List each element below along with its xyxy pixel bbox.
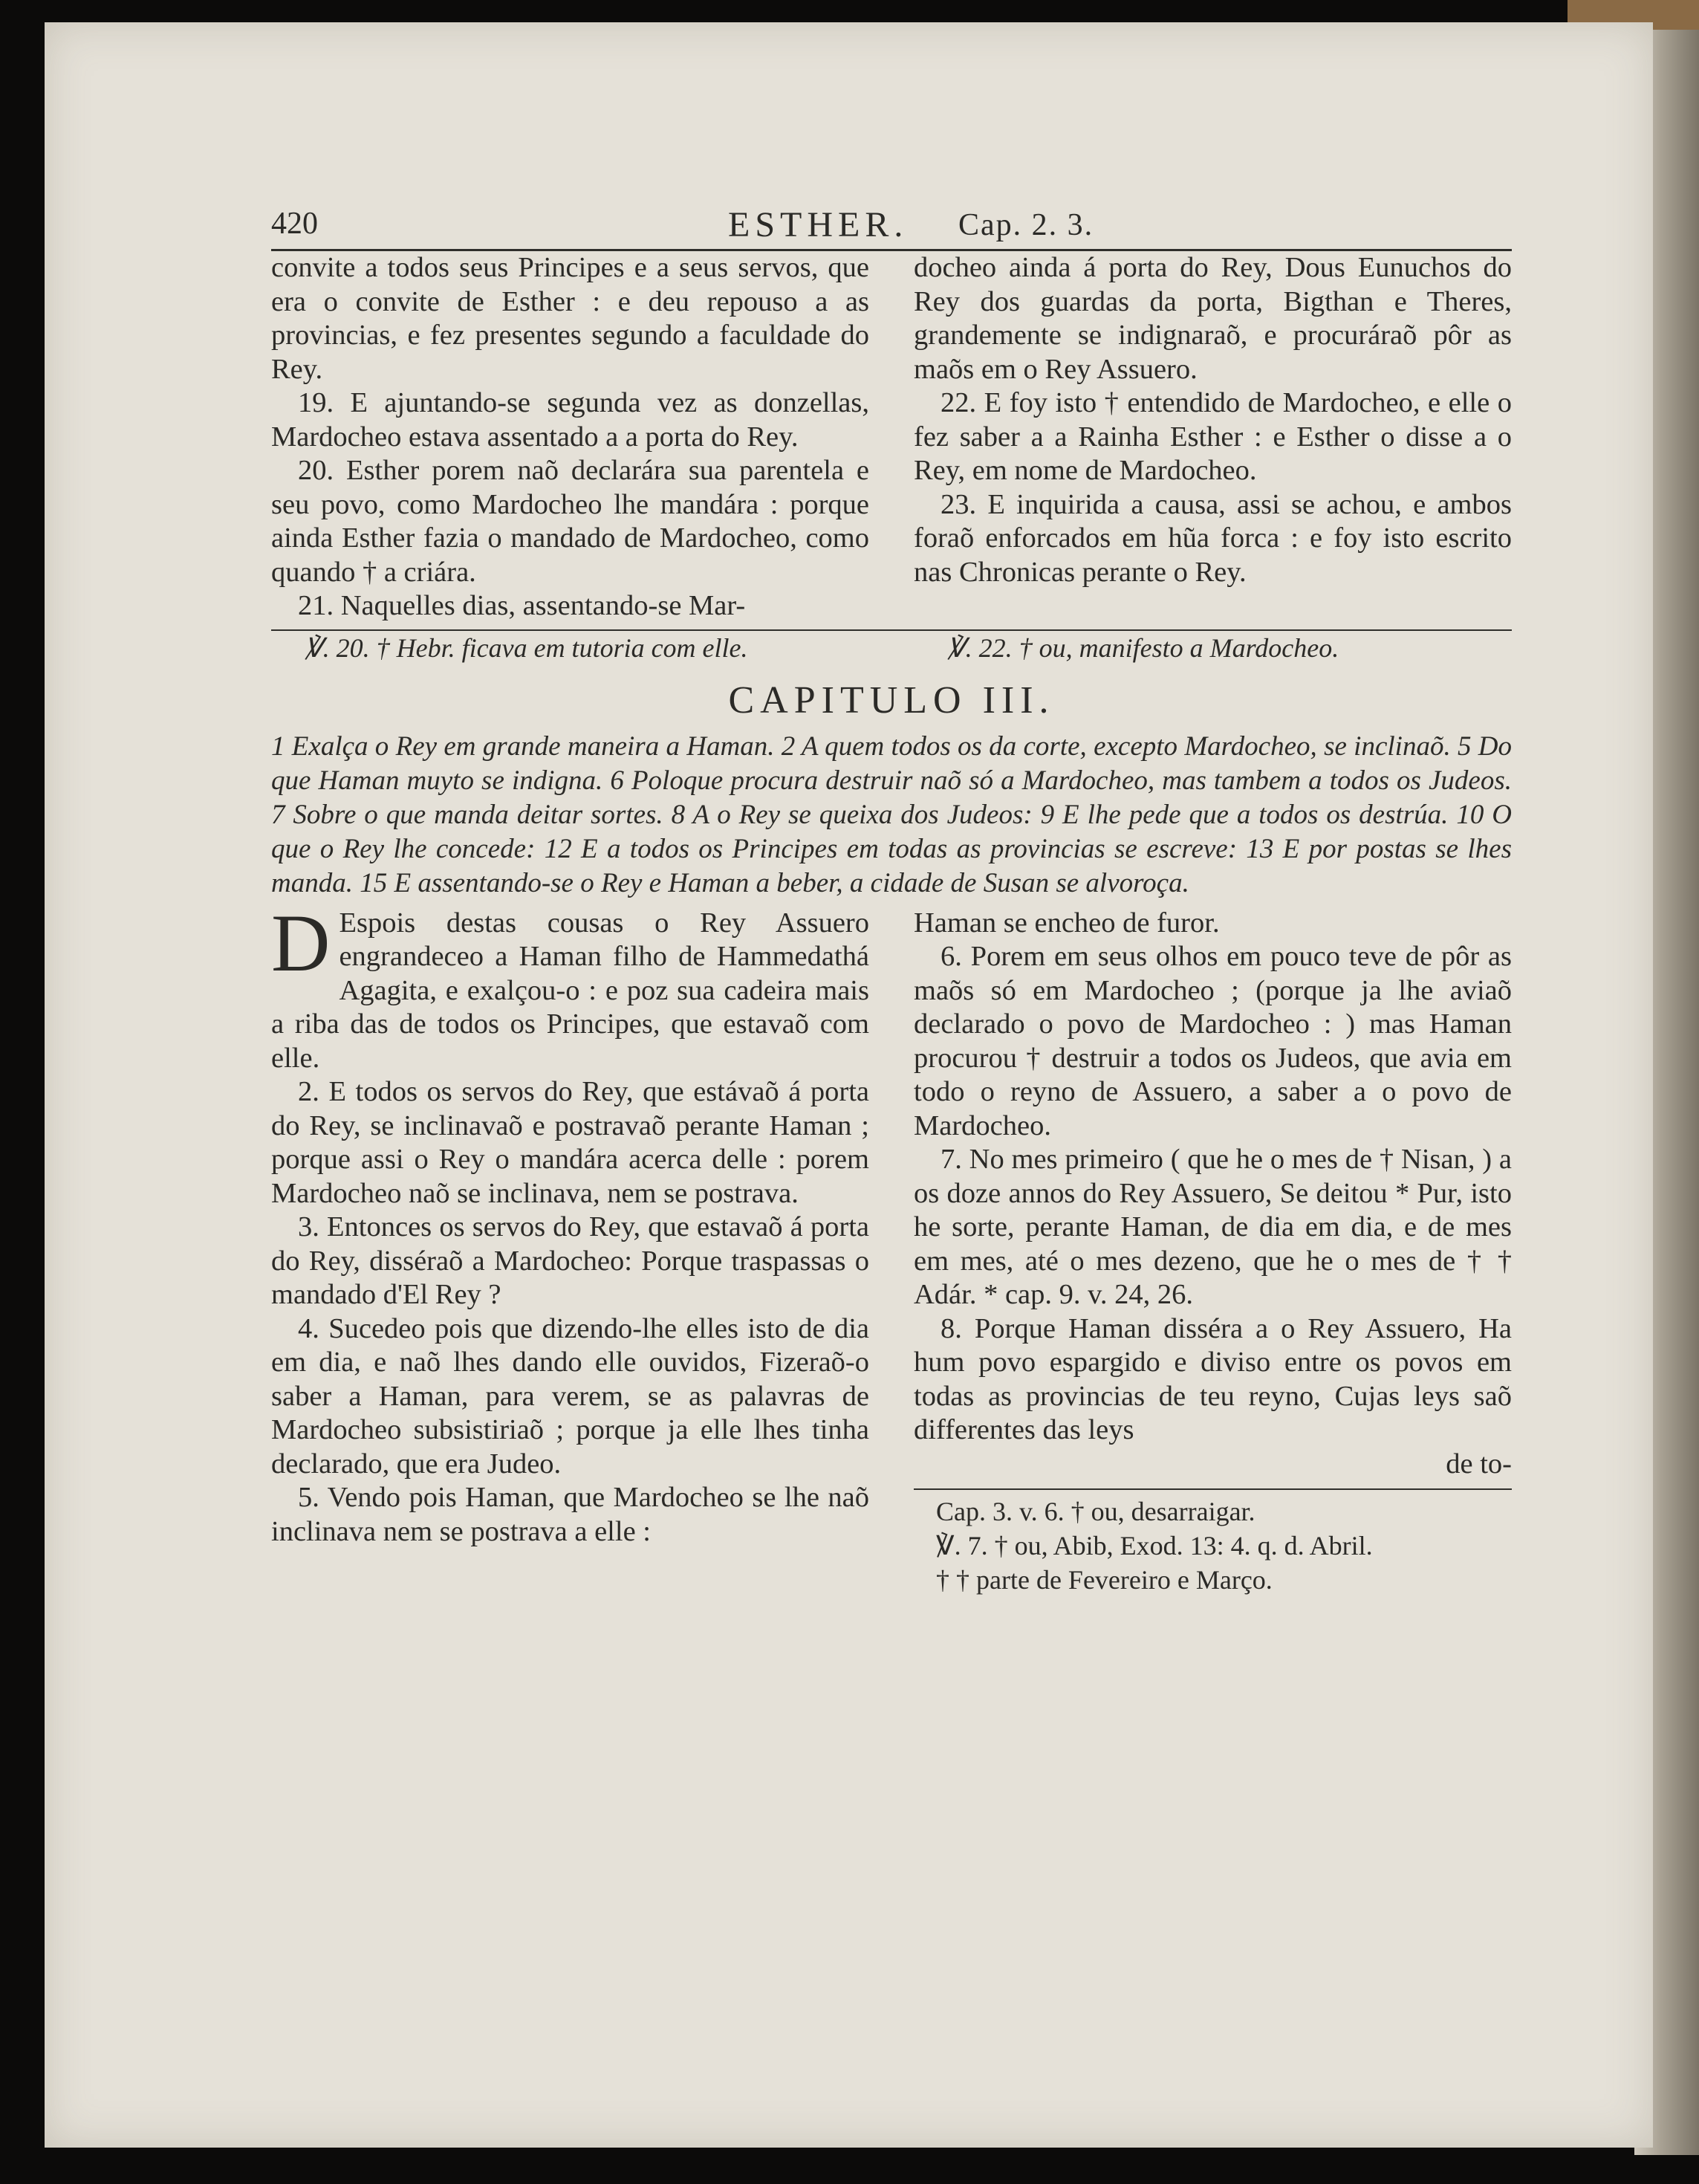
chapter-heading: CAPITULO III. (728, 678, 1055, 722)
verse-4: 4. Sucedeo pois que dizendo-lhe elles isto de dia em dia, e naõ lhes dando elle ouvidos, Fizeraõ-o saber a Haman, para verem, se as palavras de Mardocheo subsistiriaõ ; porque ja elle lhes tinha declarado, que era Judeo. (271, 1312, 869, 1480)
verse-2: 2. E todos os servos do Rey, que estávaõ á porta do Rey, se inclinavaõ e postravaõ perante Haman ; porque assi o Rey o mandára acerca delle : porem Mardocheo naõ se inclinava, nem se postrava. (271, 1076, 869, 1209)
verse-19: 19. E ajuntando-se segunda vez as donzellas, Mardocheo estava assentado a a porta do Rey. (271, 387, 869, 453)
book-title: ESTHER. (728, 205, 909, 244)
page-text (271, 204, 1512, 1597)
footnote: Cap. 3. v. 6. † ou, desarraigar. (936, 1497, 1255, 1526)
note-left: ℣. 20. † Hebr. ficava em tutoria com elle. (305, 632, 748, 663)
catchword: de to- (1446, 1448, 1512, 1480)
paragraph: docheo ainda á porta do Rey, Dous Eunuchos do Rey dos guardas da porta, Bigthan e Theres, grandemente se indignaraõ, e procuráraõ pôr as maõs em o Rey Assuero. (914, 252, 1512, 385)
verse-8: 8. Porque Haman disséra a o Rey Assuero, Ha hum povo espargido e diviso entre os povos em todas as provincias de teu reyno, Cujas leys saõ differentes das leys (914, 1312, 1512, 1445)
left-column (271, 897, 869, 1598)
footnote: † † parte de Fevereiro e Março. (936, 1565, 1273, 1595)
verse-7: 7. No mes primeiro ( que he o mes de † Nisan, ) a os doze annos do Rey Assuero, Se deitou * Pur, isto he sorte, perante Haman, de dia em dia, e de mes em mes, até o mes dezeno, que he o mes de † † Adár. * cap. 9. v. 24, 26. (914, 1144, 1512, 1310)
chapter-reference: Cap. 2. 3. (958, 208, 1094, 242)
section-1-columns (271, 251, 1512, 623)
left-column (271, 251, 869, 623)
footnote: ℣. 7. † ou, Abib, Exod. 13: 4. q. d. Abril. (936, 1531, 1373, 1561)
verse-5: 5. Vendo pois Haman, que Mardocheo se lhe naõ inclinava nem se postrava a elle : (271, 1482, 869, 1547)
verse-6: 6. Porem em seus olhos em pouco teve de pôr as maõs só em Mardocheo ; (porque ja lhe aviaõ declarado o povo de Mardocheo : ) mas Haman procurou † destruir a todos os Judeos, que avia em todo o reyno de Assuero, a saber a o povo de Mardocheo. (914, 941, 1512, 1141)
page-number: 420 (271, 207, 318, 241)
paragraph: convite a todos seus Principes e a seus servos, que era o convite de Esther : e deu repouso a as provincias, e fez presentes segundo a faculdade do Rey. (271, 252, 869, 385)
footnotes (914, 1488, 1512, 1597)
first-paragraph (271, 897, 869, 1076)
verse-20: 20. Esther porem naõ declarára sua parentela e seu povo, como Mardocheo lhe mandára : porque ainda Esther fazia o mandado de Mardocheo, como quando † a criára. (271, 455, 869, 588)
chapter-summary: 1 Exalça o Rey em grande maneira a Haman. 2 A quem todos os da corte, excepto Mardocheo, se inclinaõ. 5 Do que Haman muyto se indigna. 6 Poloque procura destruir naõ só a Mardocheo, mas tambem a todos os Judeos. 7 Sobre o que manda deitar sortes. 8 A o Rey se queixa dos Judeos: 9 E lhe pede que a todos os destrúa. 10 O que o Rey lhe concede: 12 E a todos os Principes em todas as provincias se escreve: 13 E por postas se lhes manda. 15 E assentando-se o Rey e Haman a beber, a cidade de Susan se alvoroça. (271, 730, 1512, 898)
section-2-columns (271, 897, 1512, 1598)
verse-23: 23. E inquirida a causa, assi se achou, e ambos foraõ enforcados em hũa forca : e foy isto escrito nas Chronicas perante o Rey. (914, 488, 1512, 588)
paragraph: Haman se encheo de furor. (914, 907, 1220, 939)
verse-22: 22. E foy isto † entendido de Mardocheo, e elle o fez saber a a Rainha Esther : e Esther o disse a o Rey, em nome de Mardocheo. (914, 387, 1512, 486)
right-column (914, 251, 1512, 623)
verse-3: 3. Entonces os servos do Rey, que estavaõ á porta do Rey, disséraõ a Mardocheo: Porque traspassas o mandado d'El Rey ? (271, 1211, 869, 1310)
drop-cap: D (271, 897, 331, 988)
marginal-notes (271, 631, 1512, 665)
verse-21: 21. Naquelles dias, assentando-se Mar- (298, 590, 746, 621)
running-head (271, 204, 1512, 251)
first-paragraph-text: Espois destas cousas o Rey Assuero engrandeceo a Haman filho de Hammedathá Agagita, e exalçou-o : e poz sua cadeira mais a riba das de todos os Principes, que estavaõ com elle. (271, 907, 869, 1074)
note-right: ℣. 22. † ou, manifesto a Mardocheo. (947, 632, 1339, 663)
right-column (914, 907, 1512, 1598)
footnote-rule (914, 1488, 1512, 1490)
